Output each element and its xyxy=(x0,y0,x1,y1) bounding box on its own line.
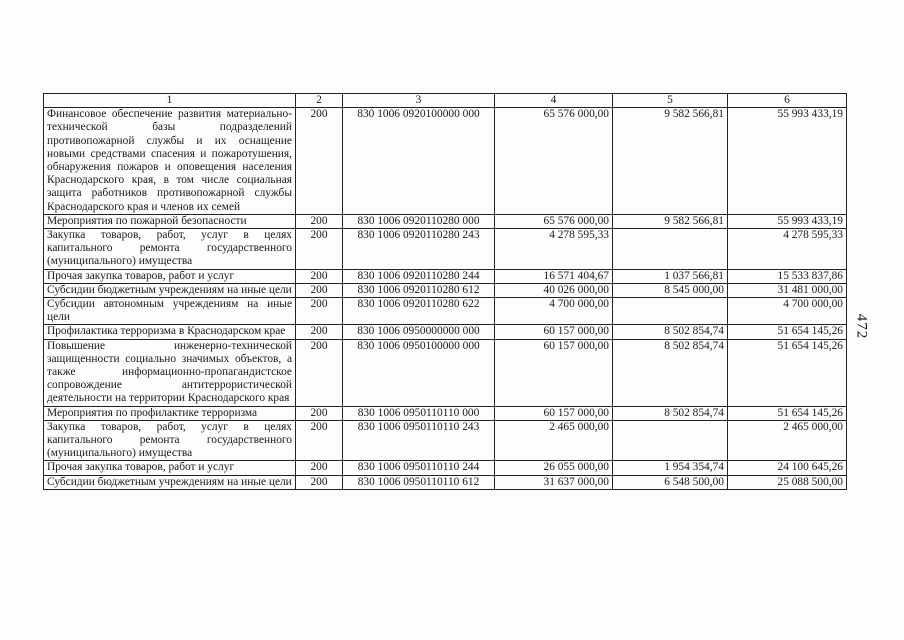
column-4-amount: 60 157 000,00 xyxy=(495,325,613,339)
column-5-amount: 9 582 566,81 xyxy=(613,214,728,228)
column-2-value: 200 xyxy=(296,339,343,406)
column-4-amount: 65 576 000,00 xyxy=(495,108,613,215)
column-number: 5 xyxy=(613,94,728,108)
column-2-value: 200 xyxy=(296,283,343,297)
row-name: Повышение инженерно-технической защищенности социально значимых объектов, а также информационно-пропагандистское сопровождение антитеррористической деятельности на территории Краснодарского края xyxy=(44,339,296,406)
column-4-amount: 16 571 404,67 xyxy=(495,269,613,283)
column-number: 3 xyxy=(343,94,495,108)
column-2-value: 200 xyxy=(296,475,343,489)
column-6-amount: 55 993 433,19 xyxy=(728,214,847,228)
column-2-value: 200 xyxy=(296,406,343,420)
column-number: 2 xyxy=(296,94,343,108)
row-name: Субсидии бюджетным учреждениям на иные цели xyxy=(44,475,296,489)
column-4-amount: 4 700 000,00 xyxy=(495,298,613,325)
column-2-value: 200 xyxy=(296,298,343,325)
column-2-value: 200 xyxy=(296,461,343,475)
table-row xyxy=(44,229,847,270)
budget-code: 830 1006 0950110110 243 xyxy=(343,420,495,461)
budget-code: 830 1006 0920110280 612 xyxy=(343,283,495,297)
column-5-amount xyxy=(613,420,728,461)
row-name: Субсидии автономным учреждениям на иные цели xyxy=(44,298,296,325)
column-4-amount: 26 055 000,00 xyxy=(495,461,613,475)
column-number: 6 xyxy=(728,94,847,108)
budget-code: 830 1006 0950100000 000 xyxy=(343,339,495,406)
table-row xyxy=(44,475,847,489)
column-4-amount: 60 157 000,00 xyxy=(495,406,613,420)
budget-code: 830 1006 0950000000 000 xyxy=(343,325,495,339)
table-row xyxy=(44,339,847,406)
column-5-amount: 8 502 854,74 xyxy=(613,406,728,420)
column-5-amount: 8 502 854,74 xyxy=(613,339,728,406)
row-name: Закупка товаров, работ, услуг в целях капитального ремонта государственного (муниципального) имущества xyxy=(44,229,296,270)
column-2-value: 200 xyxy=(296,325,343,339)
column-6-amount: 24 100 645,26 xyxy=(728,461,847,475)
table-row xyxy=(44,325,847,339)
column-5-amount: 8 502 854,74 xyxy=(613,325,728,339)
column-2-value: 200 xyxy=(296,420,343,461)
row-name: Закупка товаров, работ, услуг в целях капитального ремонта государственного (муниципального) имущества xyxy=(44,420,296,461)
row-name: Профилактика терроризма в Краснодарском крае xyxy=(44,325,296,339)
column-2-value: 200 xyxy=(296,214,343,228)
page-number: 472 xyxy=(853,313,870,340)
budget-code: 830 1006 0920110280 622 xyxy=(343,298,495,325)
table-row xyxy=(44,406,847,420)
column-5-amount xyxy=(613,229,728,270)
column-6-amount: 25 088 500,00 xyxy=(728,475,847,489)
column-6-amount: 4 700 000,00 xyxy=(728,298,847,325)
budget-code: 830 1006 0950110110 612 xyxy=(343,475,495,489)
budget-code: 830 1006 0950110110 000 xyxy=(343,406,495,420)
table-row xyxy=(44,298,847,325)
column-2-value: 200 xyxy=(296,108,343,215)
column-6-amount: 51 654 145,26 xyxy=(728,339,847,406)
table-row xyxy=(44,283,847,297)
column-6-amount: 51 654 145,26 xyxy=(728,325,847,339)
table-row xyxy=(44,214,847,228)
row-name: Прочая закупка товаров, работ и услуг xyxy=(44,269,296,283)
row-name: Финансовое обеспечение развития материально-технической базы подразделений противопожарной службы и их оснащение новыми средствами спасения и пожаротушения, обнаружения пожаров и оповещения населения Краснодарского края, в том числе социальная защита работников противопожарной службы Краснодарского края и членов их семей xyxy=(44,108,296,215)
column-6-amount: 31 481 000,00 xyxy=(728,283,847,297)
budget-code: 830 1006 0950110110 244 xyxy=(343,461,495,475)
column-number-row xyxy=(44,94,847,108)
budget-code: 830 1006 0920110280 000 xyxy=(343,214,495,228)
budget-code: 830 1006 0920100000 000 xyxy=(343,108,495,215)
table-row xyxy=(44,461,847,475)
row-name: Прочая закупка товаров, работ и услуг xyxy=(44,461,296,475)
column-4-amount: 2 465 000,00 xyxy=(495,420,613,461)
column-6-amount: 51 654 145,26 xyxy=(728,406,847,420)
row-name: Мероприятия по пожарной безопасности xyxy=(44,214,296,228)
row-name: Субсидии бюджетным учреждениям на иные цели xyxy=(44,283,296,297)
column-4-amount: 31 637 000,00 xyxy=(495,475,613,489)
column-4-amount: 65 576 000,00 xyxy=(495,214,613,228)
column-2-value: 200 xyxy=(296,229,343,270)
table-row xyxy=(44,108,847,215)
column-5-amount: 8 545 000,00 xyxy=(613,283,728,297)
column-number: 4 xyxy=(495,94,613,108)
budget-code: 830 1006 0920110280 244 xyxy=(343,269,495,283)
column-6-amount: 15 533 837,86 xyxy=(728,269,847,283)
column-6-amount: 2 465 000,00 xyxy=(728,420,847,461)
column-5-amount: 1 954 354,74 xyxy=(613,461,728,475)
column-4-amount: 4 278 595,33 xyxy=(495,229,613,270)
budget-table xyxy=(43,93,847,490)
column-2-value: 200 xyxy=(296,269,343,283)
column-5-amount: 6 548 500,00 xyxy=(613,475,728,489)
column-6-amount: 55 993 433,19 xyxy=(728,108,847,215)
column-4-amount: 40 026 000,00 xyxy=(495,283,613,297)
row-name: Мероприятия по профилактике терроризма xyxy=(44,406,296,420)
table-row xyxy=(44,420,847,461)
column-4-amount: 60 157 000,00 xyxy=(495,339,613,406)
column-5-amount xyxy=(613,298,728,325)
budget-code: 830 1006 0920110280 243 xyxy=(343,229,495,270)
table-row xyxy=(44,269,847,283)
column-5-amount: 1 037 566,81 xyxy=(613,269,728,283)
column-number: 1 xyxy=(44,94,296,108)
column-6-amount: 4 278 595,33 xyxy=(728,229,847,270)
column-5-amount: 9 582 566,81 xyxy=(613,108,728,215)
